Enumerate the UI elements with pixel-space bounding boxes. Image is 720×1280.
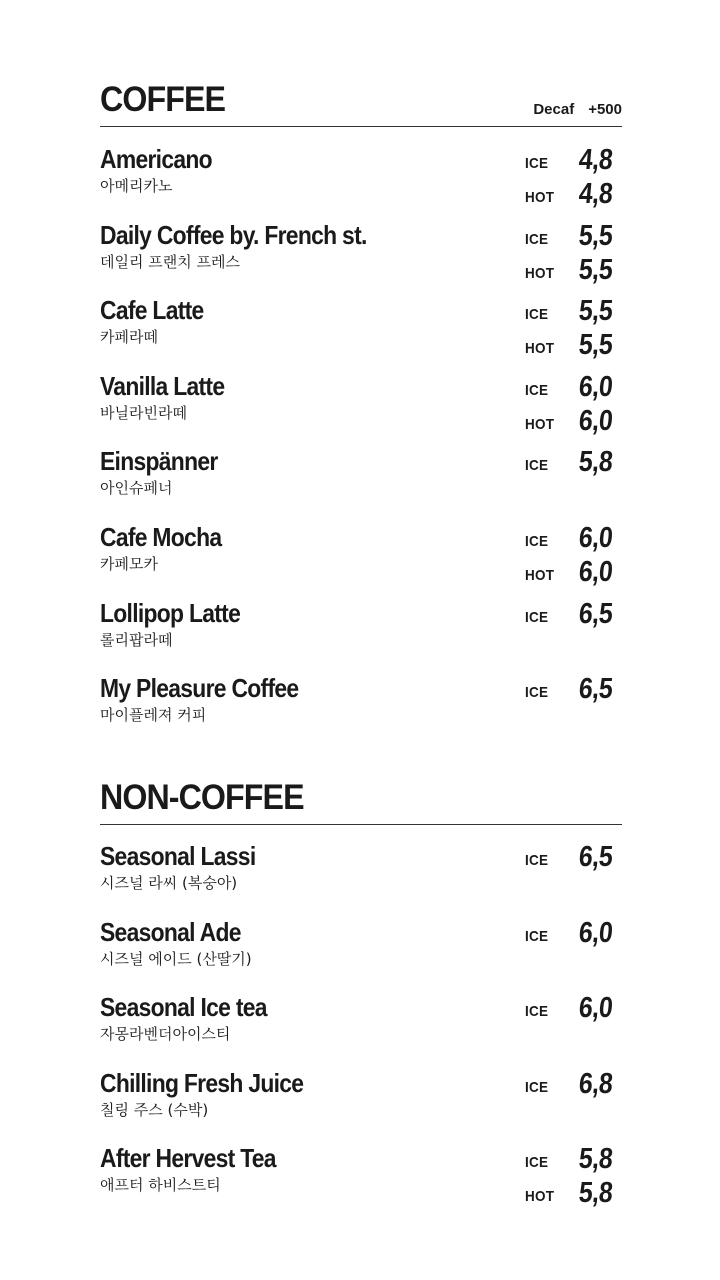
menu-item: [100, 219, 622, 291]
temperature-label: ICE: [525, 533, 549, 550]
section-title: COFFEE: [100, 80, 226, 119]
price-row: [525, 253, 622, 287]
price: 6,0: [577, 916, 614, 949]
item-korean-name: 카페라떼: [100, 328, 158, 347]
temperature-label: ICE: [525, 684, 549, 702]
menu-item: [100, 521, 622, 593]
menu-item: [100, 1067, 622, 1139]
item-korean-name: 칠링 주스 (수박): [100, 1100, 209, 1119]
temperature-label: ICE: [525, 381, 549, 399]
price: 6,0: [577, 992, 614, 1025]
item-korean-name: 카페모카: [100, 555, 158, 573]
non-coffee-section: [100, 778, 622, 1210]
menu-item: [100, 597, 622, 669]
menu-item: [100, 294, 622, 366]
price: 5,5: [577, 295, 614, 328]
temperature-label: ICE: [525, 1154, 549, 1172]
temperature-label: ICE: [525, 608, 549, 626]
price: 5,8: [577, 1177, 614, 1210]
menu-item: [100, 916, 622, 988]
price: 5,5: [577, 329, 614, 362]
item-name: Americano: [100, 144, 212, 174]
price: 5,5: [577, 253, 614, 286]
price-row: [525, 143, 622, 177]
menu-item: [100, 445, 622, 517]
price: 6,0: [577, 404, 614, 437]
price: 6,0: [577, 556, 614, 588]
item-korean-name: 롤리팝라떼: [100, 630, 173, 649]
temperature-label: ICE: [525, 306, 549, 324]
temperature-label: ICE: [525, 927, 549, 945]
decaf-note: [533, 101, 622, 119]
price: 6,0: [577, 522, 614, 554]
temperature-label: HOT: [525, 1188, 555, 1206]
item-korean-name: 애프터 하비스트티: [100, 1176, 221, 1195]
price-row: [525, 404, 622, 438]
item-name: Cafe Latte: [100, 295, 204, 326]
price-row: [525, 555, 622, 589]
item-name: Chilling Fresh Juice: [100, 1067, 304, 1098]
item-korean-name: 마이플레져 커피: [100, 706, 207, 725]
menu-item: [100, 672, 622, 744]
price: 5,5: [577, 219, 614, 252]
item-korean-name: 데일리 프랜치 프레스: [100, 252, 240, 271]
temperature-label: HOT: [525, 340, 555, 358]
temperature-label: ICE: [525, 155, 549, 172]
price-row: [525, 328, 622, 362]
item-name: Lollipop Latte: [100, 597, 241, 628]
price: 6,8: [577, 1067, 614, 1100]
price-row: [525, 521, 622, 555]
price-row: [525, 445, 622, 479]
item-name: After Hervest Tea: [100, 1143, 276, 1174]
item-korean-name: 시즈널 라씨 (복숭아): [100, 874, 238, 892]
price-row: [525, 916, 622, 950]
item-korean-name: 바닐라빈라떼: [100, 403, 187, 422]
item-name: Cafe Mocha: [100, 522, 222, 552]
temperature-label: ICE: [525, 1003, 549, 1021]
temperature-label: HOT: [525, 415, 555, 433]
price-row: [525, 1176, 622, 1210]
price: 6,0: [577, 370, 614, 403]
item-name: Einspänner: [100, 446, 218, 477]
menu-item: [100, 991, 622, 1063]
price-row: [525, 370, 622, 404]
temperature-label: HOT: [525, 189, 555, 206]
item-korean-name: 자몽라벤더아이스티: [100, 1025, 231, 1044]
coffee-section-header: [100, 80, 622, 127]
price-row: [525, 597, 622, 631]
section-title: NON-COFFEE: [100, 778, 304, 817]
price-row: [525, 672, 622, 706]
price-row: [525, 294, 622, 328]
price: 6,5: [577, 673, 614, 706]
coffee-section: [100, 80, 622, 725]
price-row: [525, 177, 622, 211]
temperature-label: ICE: [525, 1078, 549, 1096]
non-coffee-section-header: [100, 778, 622, 825]
temperature-label: HOT: [525, 567, 555, 584]
item-name: Seasonal Ice tea: [100, 992, 267, 1023]
item-name: Seasonal Ade: [100, 916, 241, 947]
item-korean-name: 아인슈페너: [100, 479, 173, 498]
menu-item: [100, 1142, 622, 1214]
price: 4,8: [577, 144, 614, 176]
price: 4,8: [577, 178, 614, 210]
price-row: [525, 1067, 622, 1101]
item-korean-name: 아메리카노: [100, 177, 173, 195]
price: 6,5: [577, 597, 614, 630]
price-row: [525, 1142, 622, 1176]
item-name: Vanilla Latte: [100, 370, 225, 401]
temperature-label: ICE: [525, 457, 549, 475]
item-name: Daily Coffee by. French st.: [100, 219, 367, 250]
price: 5,8: [577, 446, 614, 479]
temperature-label: HOT: [525, 264, 555, 282]
temperature-label: ICE: [525, 230, 549, 248]
menu-item: [100, 143, 622, 215]
price-row: [525, 991, 622, 1025]
menu-item: [100, 370, 622, 442]
menu-item: [100, 840, 622, 912]
price: 6,5: [577, 841, 614, 873]
price: 5,8: [577, 1143, 614, 1176]
item-korean-name: 시즈널 에이드 (산딸기): [100, 949, 252, 968]
price-row: [525, 219, 622, 253]
price-row: [525, 840, 622, 874]
item-name: Seasonal Lassi: [100, 841, 256, 871]
decaf-price: +500: [588, 101, 622, 118]
decaf-label: Decaf: [533, 101, 575, 118]
item-name: My Pleasure Coffee: [100, 673, 299, 704]
temperature-label: ICE: [525, 852, 549, 869]
